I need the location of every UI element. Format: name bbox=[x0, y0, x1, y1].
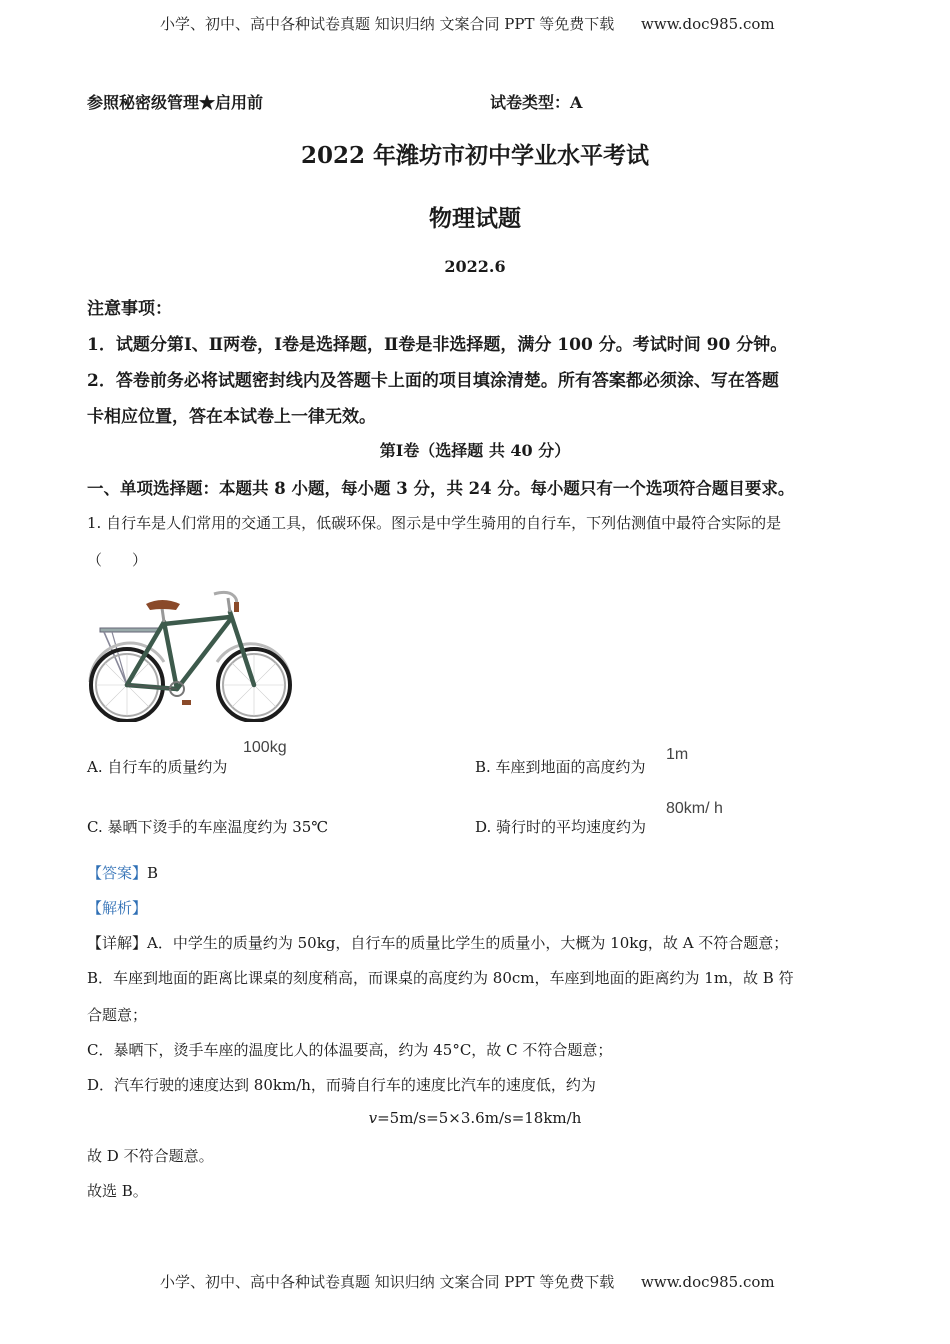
option-d[interactable] bbox=[475, 816, 646, 837]
analysis-line: 合题意； bbox=[87, 1006, 148, 1024]
option-d-text: D. 骑行时的平均速度约为 bbox=[475, 818, 647, 836]
option-c-text: C. 暴晒下烫手的车座温度约为 35℃ bbox=[87, 818, 329, 836]
analysis-line: C．暴晒下，烫手车座的温度比人的体温要高，约为 45°C，故 C 不符合题意； bbox=[87, 1041, 613, 1059]
formula bbox=[0, 1109, 950, 1127]
footer-text: 小学、初中、高中各种试卷真题 知识归纳 文案合同 PPT 等免费下载 bbox=[160, 1273, 615, 1291]
subject-title: 物理试题 bbox=[429, 205, 521, 232]
answer-blank: （ ） bbox=[87, 551, 148, 569]
analysis-conclusion: 故 D 不符合题意。 bbox=[87, 1147, 214, 1165]
section-instruction: 一、单项选择题：本题共 8 小题，每小题 3 分，共 24 分。每小题只有一个选项符合题目要求。 bbox=[87, 479, 795, 498]
analysis-line: D．汽车行驶的速度达到 80km/h，而骑自行车的速度比汽车的速度低，约为 bbox=[87, 1076, 596, 1094]
page-footer bbox=[160, 1271, 775, 1292]
analysis-label: 【解析】 bbox=[87, 899, 148, 917]
formula-body: =5m/s=5×3.6m/s=18km/h bbox=[377, 1109, 582, 1127]
analysis-line: B．车座到地面的距离比课桌的刻度稍高，而课桌的高度约为 80cm，车座到地面的距离约为 1m，故 B 符 bbox=[87, 969, 794, 987]
option-a-value: 100kg bbox=[243, 739, 287, 756]
notice-heading: 注意事项： bbox=[87, 299, 172, 319]
page-header bbox=[160, 13, 775, 34]
bicycle-image bbox=[82, 582, 302, 722]
formula-variable: v bbox=[368, 1109, 378, 1127]
option-a-text: A. 自行车的质量约为 bbox=[87, 758, 228, 776]
analysis-line: 【详解】A．中学生的质量约为 50kg，自行车的质量比学生的质量小，大概为 10kg，故 A 不符合题意； bbox=[87, 934, 789, 952]
notice-item: 2．答卷前务必将试题密封线内及答题卡上面的项目填涂清楚。所有答案都必须涂、写在答题 bbox=[87, 371, 779, 391]
answer-value: B bbox=[147, 864, 159, 882]
answer-label: 【答案】 bbox=[87, 864, 148, 882]
answer-line bbox=[87, 862, 158, 883]
option-c[interactable] bbox=[87, 816, 328, 837]
exam-date: 2022.6 bbox=[444, 257, 506, 276]
paper-type: 试卷类型：A bbox=[490, 93, 583, 112]
option-a[interactable] bbox=[87, 756, 227, 777]
bicycle-icon bbox=[90, 592, 290, 721]
section-title: 第Ⅰ卷（选择题 共 40 分） bbox=[379, 441, 571, 460]
exam-title: 2022 年潍坊市初中学业水平考试 bbox=[300, 142, 650, 169]
header-url[interactable]: www.doc985.com bbox=[641, 15, 775, 33]
header-text: 小学、初中、高中各种试卷真题 知识归纳 文案合同 PPT 等免费下载 bbox=[160, 15, 615, 33]
option-b[interactable] bbox=[475, 756, 646, 777]
secrecy-label: 参照秘密级管理★启用前 bbox=[87, 93, 264, 112]
notice-item: 卡相应位置，答在本试卷上一律无效。 bbox=[87, 407, 376, 427]
notice-item: 1．试题分第Ⅰ、Ⅱ两卷，Ⅰ卷是选择题，Ⅱ卷是非选择题，满分 100 分。考试时间 90 分钟。 bbox=[87, 335, 788, 355]
option-b-value: 1m bbox=[666, 746, 689, 763]
option-d-value: 80km/ h bbox=[666, 800, 723, 817]
option-b-text: B. 车座到地面的高度约为 bbox=[475, 758, 646, 776]
question-stem: 1. 自行车是人们常用的交通工具，低碳环保。图示是中学生骑用的自行车，下列估测值中最符合实际的是 bbox=[87, 514, 782, 532]
footer-url[interactable]: www.doc985.com bbox=[641, 1273, 775, 1291]
analysis-final: 故选 B。 bbox=[87, 1182, 148, 1200]
